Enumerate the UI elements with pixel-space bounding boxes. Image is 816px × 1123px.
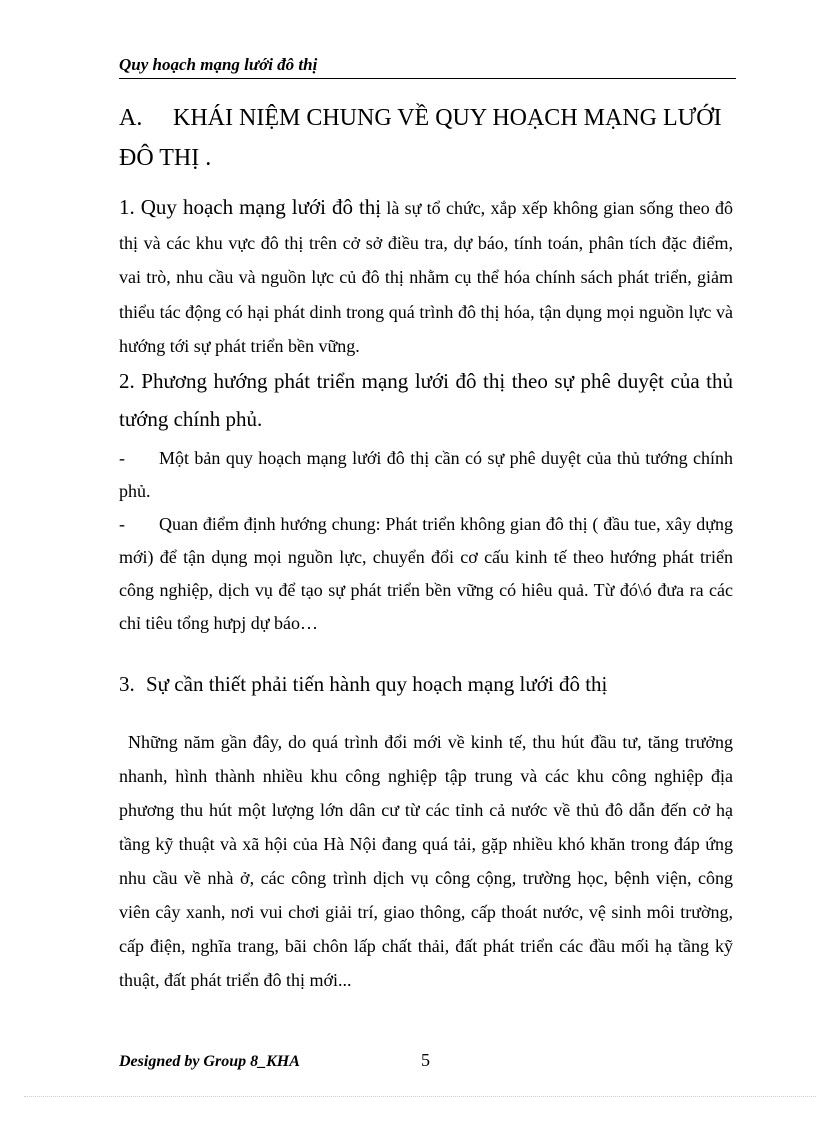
section-a-title: KHÁI NIỆM CHUNG VỀ QUY HOẠCH MẠNG LƯỚI ĐÔ THỊ . xyxy=(119,105,722,171)
item-1-paragraph xyxy=(119,190,733,364)
section-a-letter: A. xyxy=(119,105,143,131)
page-number: 5 xyxy=(421,1050,430,1070)
bullet-text: Một bản quy hoạch mạng lưới đô thị cần có sự phê duyệt của thủ tướng chính phủ. xyxy=(119,448,733,501)
footer-credit: Designed by Group 8_KHA xyxy=(119,1053,300,1070)
header-title: Quy hoạch mạng lưới đô thị xyxy=(119,55,318,74)
bullet-text: Quan điểm định hướng chung: Phát triển không gian đô thị ( đầu tue, xây dựng mới) để tận dụng mọi nguồn lực, chuyển đổi cơ cấu kinh tế theo hướng phát triển công nghiệp, dịch vụ để tạo sự phát triển bền vững có hiêu quả. Từ đó\ó đưa ra các chỉ tiêu tổng hưpj dự báo… xyxy=(119,514,733,633)
page-header xyxy=(119,52,736,79)
item-1-text: là sự tổ chức, xắp xếp không gian sống theo đô thị và các khu vực đô thị trên cở sở điều tra, dự báo, tính toán, phân tích đặc điểm, vai trò, nhu cầu và nguồn lực củ đô thị nhằm cụ thể hóa chính sách phát triển, giảm thiểu tác động có hại phát dinh trong quá trình đô thị hóa, tận dụng mọi nguồn lực và hướng tới sự phát triển bền vững. xyxy=(119,198,734,356)
bullet-item xyxy=(119,508,733,640)
section-a-heading xyxy=(119,98,739,178)
bullet-marker: - xyxy=(119,448,125,468)
item-3-heading xyxy=(119,668,733,700)
item-2-heading: 2. Phương hướng phát triển mạng lưới đô thị theo sự phê duyệt của thủ tướng chính phủ. xyxy=(119,369,733,431)
bullet-item xyxy=(119,442,733,508)
item-1-lead: 1. Quy hoạch mạng lưới đô thị xyxy=(119,195,382,219)
bullet-marker: - xyxy=(119,514,125,534)
item-3-title: Sự cần thiết phải tiến hành quy hoạch mạng lưới đô thị xyxy=(146,672,608,696)
item-3-number: 3. xyxy=(119,672,135,696)
body-paragraph: Những năm gần đây, do quá trình đổi mới về kinh tế, thu hút đầu tư, tăng trưởng nhanh, hình thành nhiều khu công nghiệp tập trung và các khu công nghiệp địa phương thu hút một lượng lớn dân cư từ các tỉnh cả nước về thủ đô dẫn đến cở hạ tầng kỹ thuật và xã hội của Hà Nội đang quá tải, gặp nhiều khó khăn trong đáp ứng nhu cầu về nhà ở, các công trình dịch vụ công cộng, trường học, bệnh viện, công viên cây xanh, nơi vui chơi giải trí, giao thông, cấp thoát nước, vệ sinh môi trường, cấp điện, nghĩa trang, bãi chôn lấp chất thải, đất phát triển các đầu mối hạ tầng kỹ thuật, đất phát triển đô thị mới... xyxy=(119,732,733,990)
page-bottom-separator xyxy=(24,1096,816,1097)
